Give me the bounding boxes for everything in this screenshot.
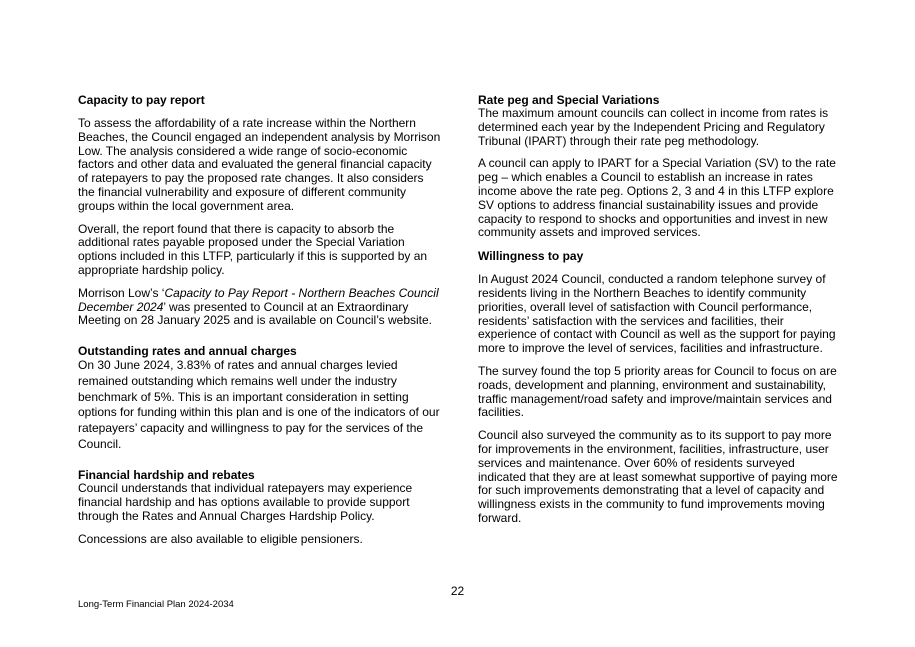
- financial-hardship-heading: Financial hardship and rebates: [78, 468, 255, 483]
- hardship-paragraph-2: Concessions are also available to eligible pensioners.: [78, 531, 363, 546]
- rate-peg-section: [478, 93, 840, 240]
- capacity-paragraph-2: Overall, the report found that there is capacity to absorb the additional rates payable proposed under the Special Variation options included in this LTFP, particularly if this is supported by an appropriate hardship policy.: [78, 221, 428, 277]
- rate-peg-paragraph-1: The maximum amount councils can collect in income from rates is determined each year by the Independent Pricing and Regulatory Tribunal (IPART) through their rate peg methodology.: [478, 106, 829, 148]
- financial-hardship-section: [78, 468, 442, 546]
- capacity-paragraph-3-suffix: ’ was presented to Council at an Extraordinary Meeting on 28 January 2025 and is available on Council’s website.: [78, 299, 433, 328]
- outstanding-rates-heading: Outstanding rates and annual charges: [78, 344, 297, 359]
- capacity-paragraph-3-prefix: Morrison Low’s ‘: [78, 285, 165, 300]
- capacity-paragraph-1: To assess the affordability of a rate increase within the Northern Beaches, the Council engaged an independent analysis by Morrison Low. The analysis considered a wide range of socio-economic factors and other data and evaluated the general financial capacity of ratepayers to pay the proposed rate changes. It also considers the financial vulnerability and exposure of different community groups within the local government area.: [78, 116, 441, 213]
- willingness-paragraph-1: In August 2024 Council, conducted a random telephone survey of residents living in the Northern Beaches to identify community priorities, overall level of satisfaction with Council performance, residents’ satisfaction with the services and facilities, their experience of contact with Council as well as the support for paying more to improve the level of services, facilities and infrastructure.: [478, 272, 836, 356]
- footer-document-title: Long-Term Financial Plan 2024-2034: [78, 599, 234, 610]
- willingness-paragraph-2: The survey found the top 5 priority areas for Council to focus on are roads, development and planning, environment and sustainability, traffic management/road safety and improve/maintain services and facilities.: [478, 363, 837, 420]
- right-column: [478, 93, 840, 526]
- capacity-paragraph-3: [78, 287, 442, 328]
- outstanding-paragraph-1: On 30 June 2024, 3.83% of rates and annual charges levied remained outstanding which remains well under the industry benchmark of 5%. This is an important consideration in setting options for funding within this plan and is one of the indicators of our ratepayers’ capacity and willingness to pay for the services of the Council.: [78, 358, 440, 451]
- willingness-heading: Willingness to pay: [478, 249, 584, 264]
- hardship-paragraph-1: Council understands that individual ratepayers may experience financial hardship and has options available to provide support through the Rates and Annual Charges Hardship Policy.: [78, 481, 413, 523]
- page-number: 22: [450, 584, 465, 598]
- outstanding-rates-section: [78, 344, 442, 452]
- rate-peg-paragraph-2: A council can apply to IPART for a Special Variation (SV) to the rate peg – which enables a Council to establish an increase in rates income above the rate peg. Options 2, 3 and 4 in this LTFP explore SV options to address financial sustainability issues and provide capacity to respond to shocks and opportunities and invest in new community assets and improved services.: [478, 156, 836, 240]
- left-column: [78, 93, 442, 547]
- capacity-to-pay-heading: Capacity to pay report: [78, 93, 205, 107]
- capacity-to-pay-section: [78, 93, 442, 328]
- rate-peg-heading: Rate peg and Special Variations: [478, 93, 660, 107]
- willingness-paragraph-3: Council also surveyed the community as to its support to pay more for improvements in the environment, facilities, infrastructure, user services and maintenance. Over 60% of residents surveyed indicated that they are at least somewhat supportive of paying more for such improvements demonstrating that a level of capacity and willingness exists in the community to fund improvements moving forward.: [478, 428, 838, 525]
- report-title: Capacity to Pay Report - Northern Beaches Council December 2024: [78, 285, 439, 314]
- willingness-section: [478, 249, 840, 526]
